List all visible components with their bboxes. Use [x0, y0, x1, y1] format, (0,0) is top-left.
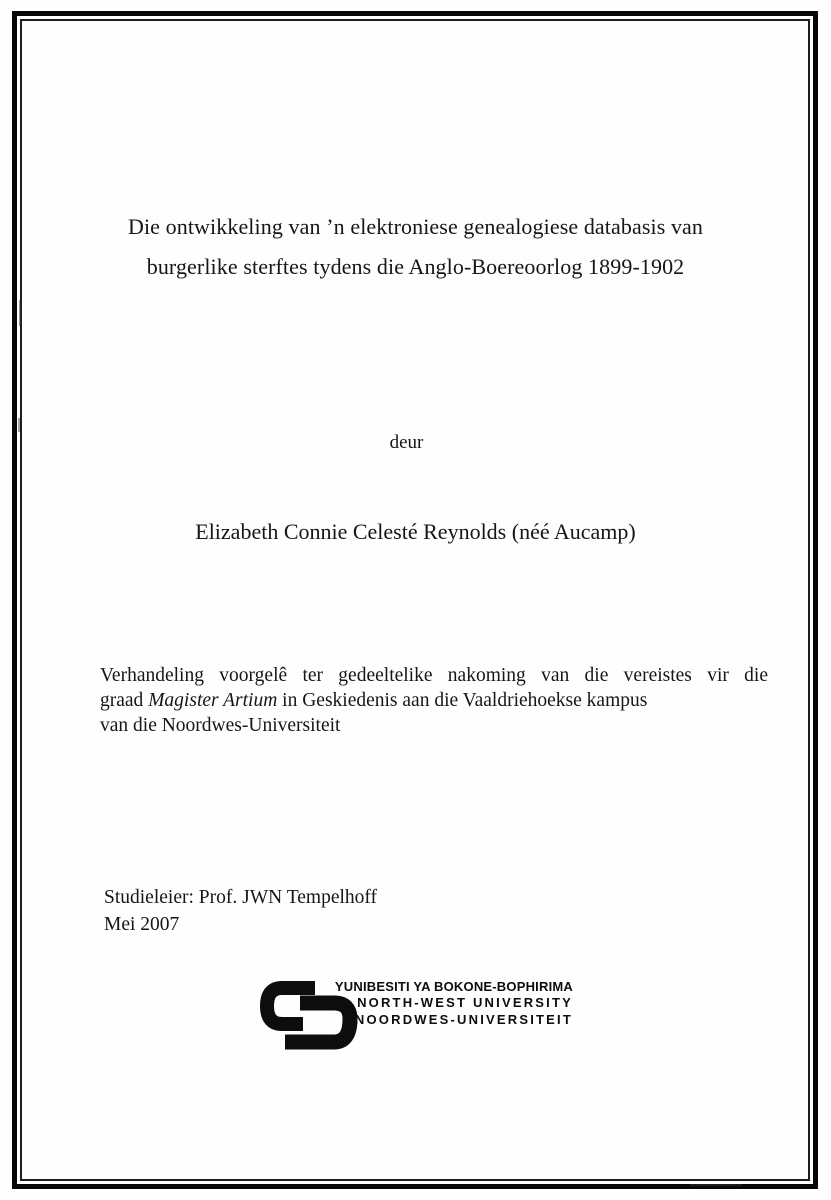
supervisor-line: Studieleier: Prof. JWN Tempelhoff	[104, 887, 378, 908]
date-line: Mei 2007	[104, 913, 180, 935]
university-name-sesotho: YUNIBESITI YA BOKONE-BOPHIRIMA	[334, 979, 573, 994]
submission-line-3: van die Noordwes-Universiteit	[100, 715, 341, 736]
scan-speck	[18, 418, 20, 432]
submission-line-2	[100, 688, 768, 713]
deur-label: deur	[389, 432, 424, 453]
submission-line-2-pre: graad	[100, 690, 149, 711]
scan-speck	[19, 300, 21, 326]
scan-speck	[690, 1184, 742, 1186]
thesis-title	[60, 207, 771, 287]
credits-block	[104, 885, 377, 938]
submission-line-1: Verhandeling voorgelê ter gedeeltelike nakoming van die vereistes vir die	[100, 665, 768, 686]
thesis-title-line-1: Die ontwikkeling van ’n elektroniese genealogiese databasis van	[127, 214, 704, 239]
degree-name-italic: Magister Artium	[148, 690, 278, 711]
thesis-title-line-2: burgerlike sterftes tydens die Anglo-Boereoorlog 1899-1902	[146, 254, 685, 279]
submission-statement	[100, 663, 768, 738]
university-name-afrikaans: NOORDWES-UNIVERSITEIT	[354, 1011, 573, 1027]
university-name-block	[335, 979, 573, 1028]
author-name: Elizabeth Connie Celesté Reynolds (néé Aucamp)	[195, 519, 636, 544]
university-name-english: NORTH-WEST UNIVERSITY	[357, 995, 573, 1011]
submission-line-2-post: in Geskiedenis aan die Vaaldriehoekse kampus	[277, 690, 648, 711]
